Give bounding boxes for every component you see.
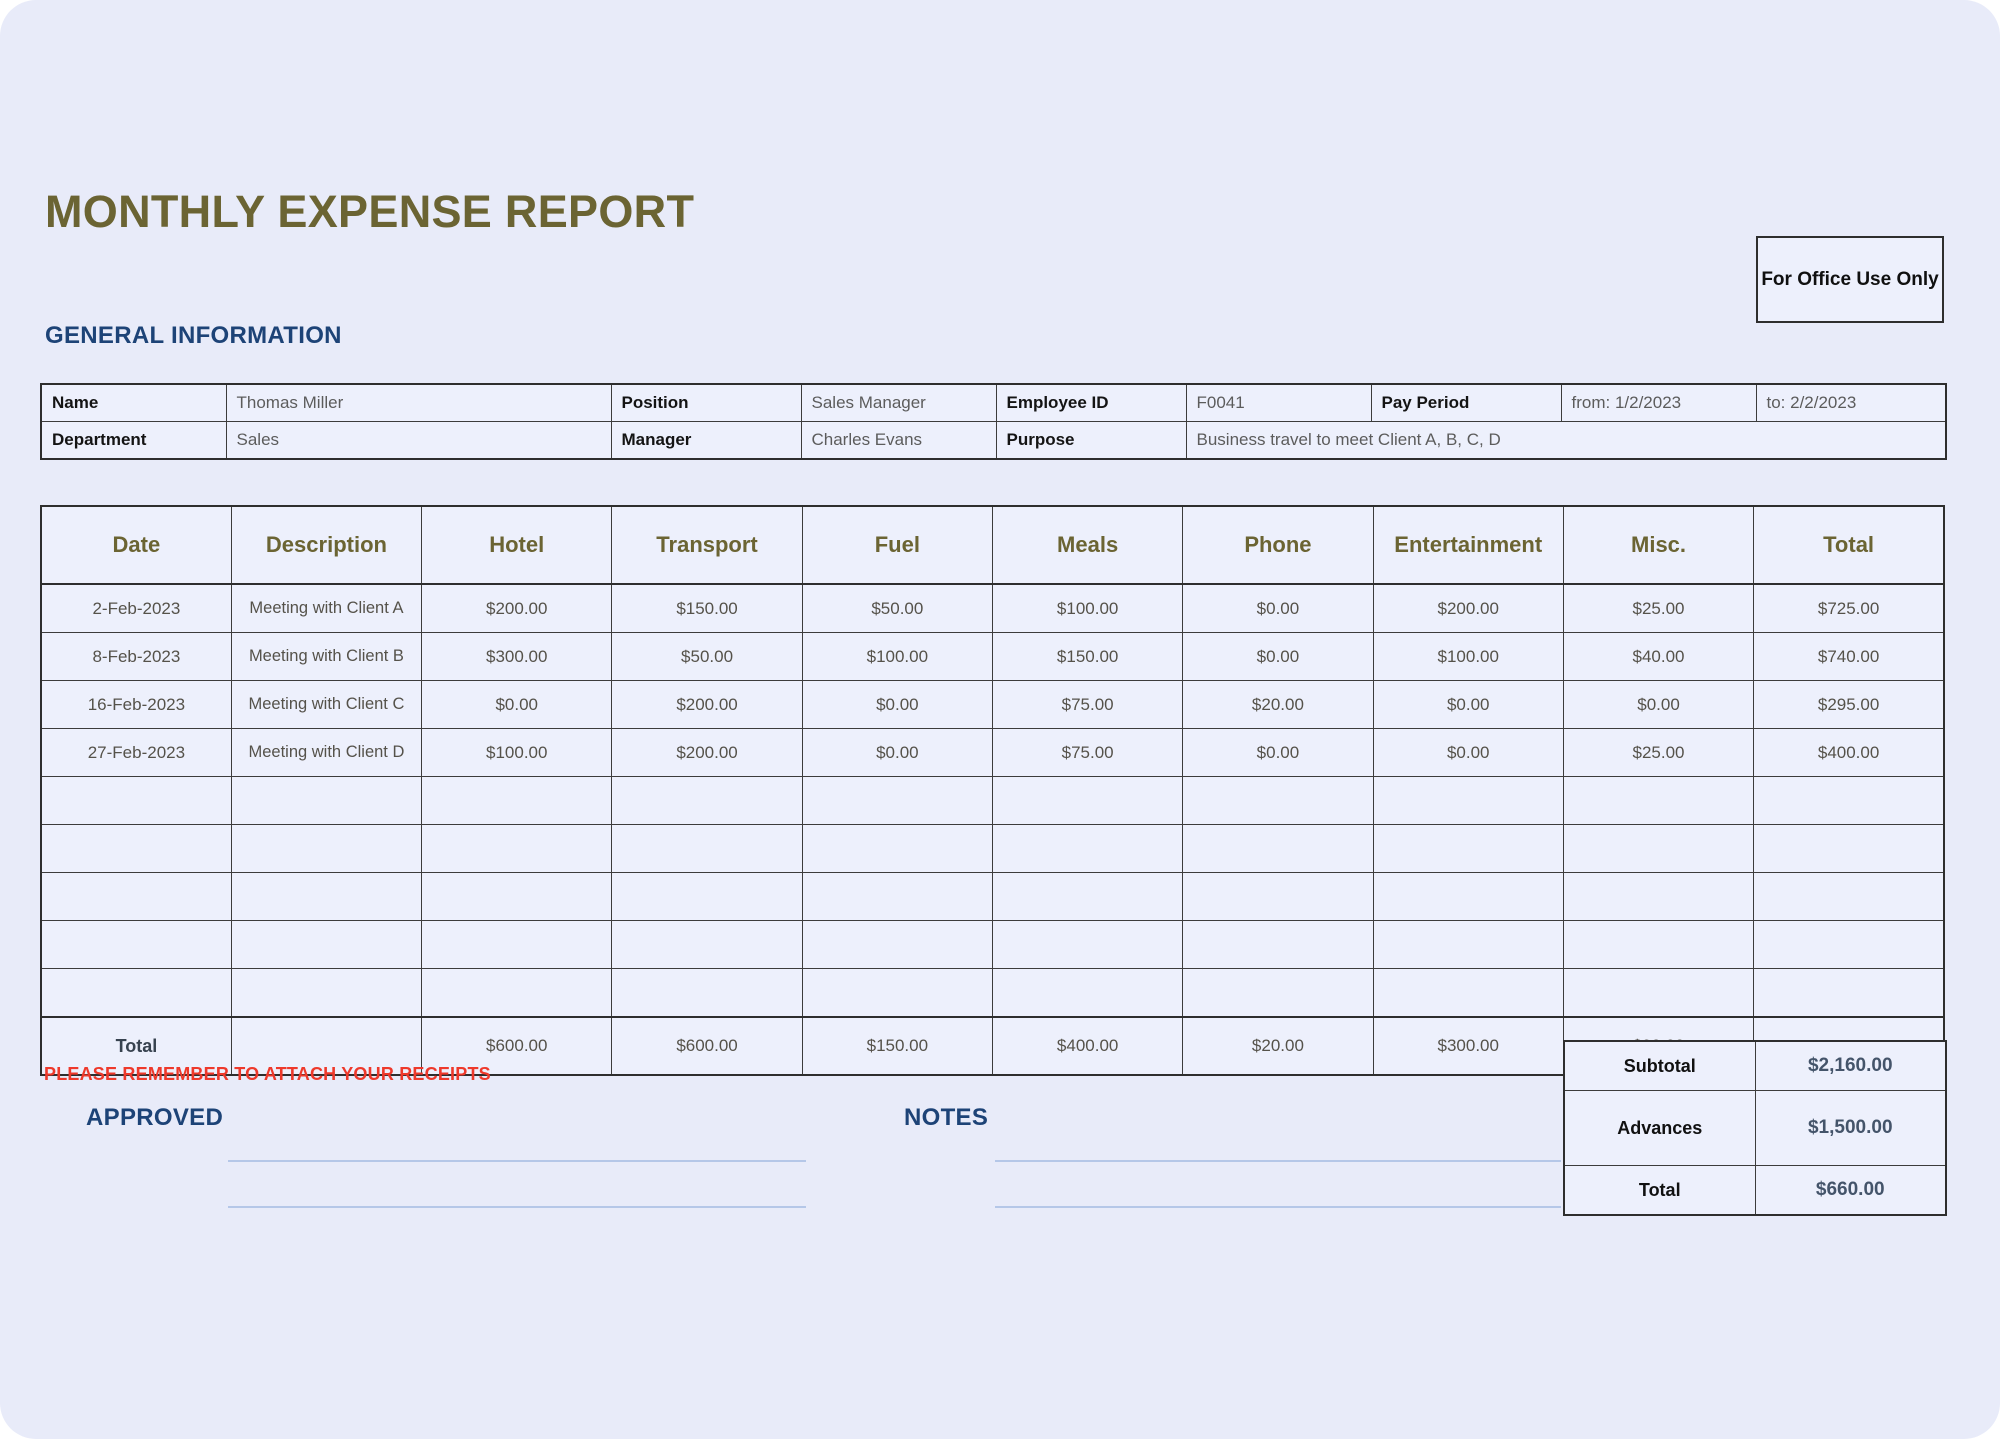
pay-period-from-field[interactable]: from: 1/2/2023	[1561, 384, 1756, 422]
expense-cell[interactable]: Meeting with Client A	[231, 584, 421, 633]
expense-cell[interactable]: $25.00	[1563, 584, 1753, 633]
notes-line[interactable]	[995, 1160, 1561, 1162]
expense-cell-empty[interactable]	[992, 777, 1182, 825]
expense-cell-empty[interactable]	[231, 777, 421, 825]
expense-cell-empty[interactable]	[1754, 969, 1944, 1018]
office-use-label: For Office Use Only	[1761, 268, 1939, 290]
column-header-hotel: Hotel	[422, 506, 612, 584]
expense-cell[interactable]: $0.00	[422, 681, 612, 729]
expense-cell-empty[interactable]	[231, 969, 421, 1018]
expense-cell-empty[interactable]	[1373, 777, 1563, 825]
expense-cell-empty[interactable]	[992, 825, 1182, 873]
expense-cell[interactable]: $75.00	[992, 729, 1182, 777]
expense-cell-empty[interactable]	[612, 777, 802, 825]
expense-cell[interactable]: Meeting with Client B	[231, 633, 421, 681]
expense-cell[interactable]: $100.00	[802, 633, 992, 681]
expense-cell-empty[interactable]	[1183, 873, 1373, 921]
expense-cell-empty[interactable]	[41, 969, 231, 1018]
column-header-total: Total	[1754, 506, 1944, 584]
total-row-value: $600.00	[612, 1017, 802, 1075]
expense-cell[interactable]: $100.00	[422, 729, 612, 777]
expense-cell-empty[interactable]	[422, 873, 612, 921]
expense-cell[interactable]: $200.00	[422, 584, 612, 633]
expense-cell-empty[interactable]	[41, 873, 231, 921]
expense-cell[interactable]: $200.00	[1373, 584, 1563, 633]
expense-cell-empty[interactable]	[1373, 921, 1563, 969]
expense-cell-empty[interactable]	[1183, 777, 1373, 825]
department-label: Department	[41, 422, 226, 460]
total-row-value: $300.00	[1373, 1017, 1563, 1075]
expense-cell-empty[interactable]	[231, 873, 421, 921]
expense-cell[interactable]: $0.00	[1183, 729, 1373, 777]
page-title: MONTHLY EXPENSE REPORT	[45, 186, 695, 237]
expense-cell-empty[interactable]	[422, 825, 612, 873]
expense-cell-empty[interactable]	[41, 777, 231, 825]
summary-total-label: Total	[1564, 1166, 1755, 1216]
expense-cell-empty[interactable]	[1754, 777, 1944, 825]
expense-cell[interactable]: $0.00	[802, 729, 992, 777]
expense-table-header	[41, 506, 1944, 584]
expense-cell[interactable]: $200.00	[612, 681, 802, 729]
office-use-box	[1756, 236, 1944, 323]
expense-cell-empty[interactable]	[41, 825, 231, 873]
expense-table	[40, 505, 1945, 1076]
expense-cell[interactable]: $0.00	[802, 681, 992, 729]
expense-cell-empty[interactable]	[802, 777, 992, 825]
expense-cell[interactable]: 2-Feb-2023	[41, 584, 231, 633]
expense-cell-empty[interactable]	[1563, 921, 1753, 969]
expense-cell-empty[interactable]	[802, 825, 992, 873]
expense-row-empty	[41, 969, 1944, 1018]
expense-cell-empty[interactable]	[1373, 969, 1563, 1018]
expense-cell[interactable]: $20.00	[1183, 681, 1373, 729]
expense-cell[interactable]: $725.00	[1754, 584, 1944, 633]
expense-cell-empty[interactable]	[1183, 969, 1373, 1018]
column-header-fuel: Fuel	[802, 506, 992, 584]
expense-cell-empty[interactable]	[992, 873, 1182, 921]
manager-label: Manager	[611, 422, 801, 460]
column-header-entertainment: Entertainment	[1373, 506, 1563, 584]
position-field[interactable]: Sales Manager	[801, 384, 996, 422]
summary-row-total	[1564, 1166, 1946, 1216]
purpose-label: Purpose	[996, 422, 1186, 460]
column-header-meals: Meals	[992, 506, 1182, 584]
total-row-value: $20.00	[1183, 1017, 1373, 1075]
expense-cell-empty[interactable]	[231, 825, 421, 873]
column-header-misc: Misc.	[1563, 506, 1753, 584]
expense-cell[interactable]: $0.00	[1563, 681, 1753, 729]
expense-cell[interactable]: $300.00	[422, 633, 612, 681]
expense-cell[interactable]: $100.00	[992, 584, 1182, 633]
summary-table	[1563, 1040, 1947, 1216]
name-label: Name	[41, 384, 226, 422]
expense-cell[interactable]: $200.00	[612, 729, 802, 777]
expense-cell[interactable]: $0.00	[1373, 681, 1563, 729]
purpose-field[interactable]: Business travel to meet Client A, B, C, D	[1186, 422, 1946, 460]
expense-cell-empty[interactable]	[1754, 825, 1944, 873]
manager-field[interactable]: Charles Evans	[801, 422, 996, 460]
expense-cell[interactable]: Meeting with Client C	[231, 681, 421, 729]
general-information-heading: GENERAL INFORMATION	[45, 322, 342, 349]
expense-cell-empty[interactable]	[1563, 777, 1753, 825]
expense-cell[interactable]: $740.00	[1754, 633, 1944, 681]
column-header-transport: Transport	[612, 506, 802, 584]
expense-row-empty	[41, 873, 1944, 921]
expense-cell[interactable]: $50.00	[802, 584, 992, 633]
employee-id-field[interactable]: F0041	[1186, 384, 1371, 422]
expense-row-empty	[41, 921, 1944, 969]
expense-cell-empty[interactable]	[1183, 921, 1373, 969]
subtotal-value[interactable]: $2,160.00	[1755, 1041, 1946, 1091]
expense-cell[interactable]: 16-Feb-2023	[41, 681, 231, 729]
expense-cell[interactable]: $0.00	[1183, 633, 1373, 681]
approved-heading: APPROVED	[86, 1104, 224, 1131]
column-header-date: Date	[41, 506, 231, 584]
notes-line[interactable]	[995, 1206, 1561, 1208]
total-row-value: $150.00	[802, 1017, 992, 1075]
expense-cell[interactable]: Meeting with Client D	[231, 729, 421, 777]
expense-cell[interactable]: $295.00	[1754, 681, 1944, 729]
expense-cell-empty[interactable]	[612, 825, 802, 873]
approved-signature-line[interactable]	[228, 1206, 806, 1208]
position-label: Position	[611, 384, 801, 422]
expense-cell[interactable]: 8-Feb-2023	[41, 633, 231, 681]
expense-row-empty	[41, 777, 1944, 825]
expense-cell-empty[interactable]	[1563, 825, 1753, 873]
expense-row	[41, 729, 1944, 777]
expense-cell-empty[interactable]	[992, 921, 1182, 969]
summary-row-subtotal	[1564, 1041, 1946, 1091]
expense-cell[interactable]: 27-Feb-2023	[41, 729, 231, 777]
expense-cell-empty[interactable]	[231, 921, 421, 969]
expense-cell-empty[interactable]	[612, 921, 802, 969]
column-header-description: Description	[231, 506, 421, 584]
expense-cell-empty[interactable]	[992, 969, 1182, 1018]
subtotal-label: Subtotal	[1564, 1041, 1755, 1091]
info-row-2	[41, 422, 1946, 460]
expense-cell-empty[interactable]	[1373, 825, 1563, 873]
pay-period-to-field[interactable]: to: 2/2/2023	[1756, 384, 1946, 422]
total-row-label: Total	[41, 1017, 231, 1075]
advances-value[interactable]: $1,500.00	[1755, 1091, 1946, 1166]
total-row-value: $400.00	[992, 1017, 1182, 1075]
expense-cell-empty[interactable]	[422, 777, 612, 825]
expense-row	[41, 584, 1944, 633]
expense-cell[interactable]: $150.00	[612, 584, 802, 633]
expense-cell-empty[interactable]	[1373, 873, 1563, 921]
expense-row-empty	[41, 825, 1944, 873]
summary-total-value[interactable]: $660.00	[1755, 1166, 1946, 1216]
column-header-phone: Phone	[1183, 506, 1373, 584]
expense-cell-empty[interactable]	[612, 873, 802, 921]
expense-table-body	[41, 584, 1944, 1075]
expense-cell-empty[interactable]	[1563, 969, 1753, 1018]
summary-row-advances	[1564, 1091, 1946, 1166]
expense-cell-empty[interactable]	[612, 969, 802, 1018]
notes-heading: NOTES	[904, 1104, 989, 1131]
advances-label: Advances	[1564, 1091, 1755, 1166]
total-row-value: $600.00	[422, 1017, 612, 1075]
expense-cell[interactable]: $40.00	[1563, 633, 1753, 681]
expense-cell[interactable]: $0.00	[1183, 584, 1373, 633]
name-field[interactable]: Thomas Miller	[226, 384, 611, 422]
expense-cell-empty[interactable]	[802, 921, 992, 969]
expense-cell[interactable]: $150.00	[992, 633, 1182, 681]
expense-cell[interactable]: $75.00	[992, 681, 1182, 729]
expense-row	[41, 681, 1944, 729]
attach-receipts-note: PLEASE REMEMBER TO ATTACH YOUR RECEIPTS	[44, 1064, 491, 1084]
general-info-table	[40, 383, 1947, 460]
expense-cell[interactable]: $100.00	[1373, 633, 1563, 681]
info-row-1	[41, 384, 1946, 422]
expense-cell-empty[interactable]	[422, 969, 612, 1018]
expense-cell-empty[interactable]	[802, 969, 992, 1018]
expense-cell-empty[interactable]	[1183, 825, 1373, 873]
expense-cell[interactable]: $0.00	[1373, 729, 1563, 777]
expense-cell-empty[interactable]	[1563, 873, 1753, 921]
employee-id-label: Employee ID	[996, 384, 1186, 422]
expense-cell-empty[interactable]	[1754, 873, 1944, 921]
approved-signature-line[interactable]	[228, 1160, 806, 1162]
expense-cell[interactable]: $50.00	[612, 633, 802, 681]
expense-cell[interactable]: $25.00	[1563, 729, 1753, 777]
expense-cell-empty[interactable]	[422, 921, 612, 969]
expense-row	[41, 633, 1944, 681]
expense-cell-empty[interactable]	[1754, 921, 1944, 969]
expense-cell-empty[interactable]	[41, 921, 231, 969]
expense-cell-empty[interactable]	[802, 873, 992, 921]
department-field[interactable]: Sales	[226, 422, 611, 460]
pay-period-label: Pay Period	[1371, 384, 1561, 422]
expense-cell[interactable]: $400.00	[1754, 729, 1944, 777]
